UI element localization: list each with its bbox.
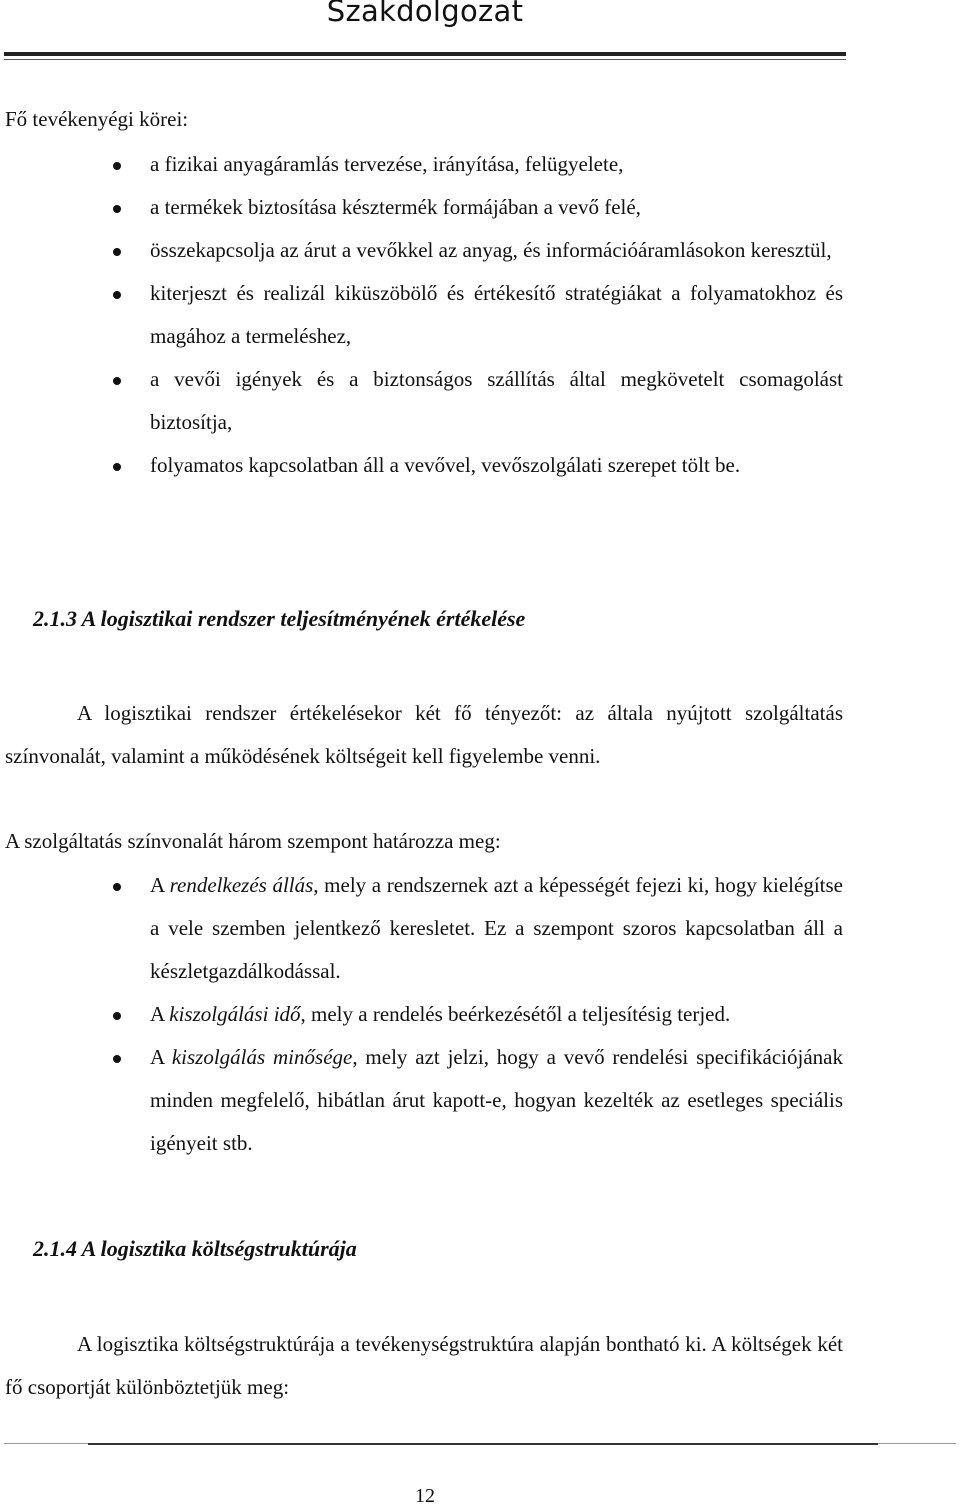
list-item-prefix: A xyxy=(150,1002,170,1026)
bullet-icon xyxy=(113,377,121,385)
list-item xyxy=(0,864,843,993)
list-item xyxy=(0,272,843,358)
list-item xyxy=(0,444,843,487)
list-item-text: kiterjeszt és realizál kiküszöbölő és értékesítő stratégiákat a folyamatokhoz és magához a termeléshez, xyxy=(150,281,843,348)
list-item xyxy=(0,358,843,444)
service-level-intro: A szolgáltatás színvonalát három szempont határozza meg: xyxy=(5,829,501,853)
list-item-emphasis: rendelkezés állás xyxy=(169,873,314,897)
list-item xyxy=(0,1036,843,1165)
activities-list xyxy=(0,143,843,487)
list-item xyxy=(0,993,843,1036)
footer-divider-bold xyxy=(88,1443,878,1445)
page-header-title: Szakdolgozat xyxy=(326,0,524,28)
bullet-icon xyxy=(113,248,121,256)
list-item xyxy=(0,229,843,272)
header-divider-thin xyxy=(4,59,846,60)
list-item xyxy=(0,186,843,229)
list-item-text: , mely azt jelzi, hogy a vevő rendelési specifikációjának minden megfelelő, hibátlan árut kapott-e, hogyan kezelték az esetleges speciális igényeit stb. xyxy=(150,1045,843,1155)
list-item-prefix: A xyxy=(150,1045,172,1069)
list-item-text: a vevői igények és a biztonságos szállítás által megkövetelt csomagolást biztosítja, xyxy=(150,367,843,434)
bullet-icon xyxy=(113,205,121,213)
bullet-icon xyxy=(113,883,121,891)
list-item-text: a fizikai anyagáramlás tervezése, irányítása, felügyelete, xyxy=(150,152,624,176)
list-item-text: a termékek biztosítása késztermék formájában a vevő felé, xyxy=(150,195,641,219)
list-item-prefix: A xyxy=(150,873,170,897)
bullet-icon xyxy=(113,162,121,170)
list-item xyxy=(0,143,843,186)
bullet-icon xyxy=(113,1012,121,1020)
activities-intro: Fő tevékenyégi körei: xyxy=(5,107,189,131)
section-2-1-3-paragraph: A logisztikai rendszer értékelésekor két fő tényezőt: az általa nyújtott szolgáltatás színvonalát, valamint a működésének költségeit kell figyelembe venni. xyxy=(5,701,843,768)
list-item-emphasis: kiszolgálási idő xyxy=(169,1002,301,1026)
bullet-icon xyxy=(113,1055,121,1063)
section-2-1-4-paragraph: A logisztika költségstruktúrája a tevékenységstruktúra alapján bontható ki. A költségek két fő csoportját különböztetjük meg: xyxy=(5,1332,843,1399)
list-item-text: , mely a rendelés beérkezésétől a teljesítésig terjed. xyxy=(300,1002,731,1026)
service-level-list xyxy=(0,864,843,1165)
bullet-icon xyxy=(113,463,121,471)
list-item-text: összekapcsolja az árut a vevőkkel az anyag, és információáramlásokon keresztül, xyxy=(150,238,832,262)
bullet-icon xyxy=(113,291,121,299)
header-divider xyxy=(4,52,846,56)
list-item-text: , mely a rendszernek azt a képességét fejezi ki, hogy kielégítse a vele szemben jelentkező keresletet. Ez a szempont szoros kapcsolatban áll a készletgazdálkodással. xyxy=(150,873,843,983)
page-number: 12 xyxy=(415,1485,435,1507)
list-item-text: folyamatos kapcsolatban áll a vevővel, vevőszolgálati szerepet tölt be. xyxy=(150,453,741,477)
list-item-emphasis: kiszolgálás minősége xyxy=(171,1045,353,1069)
section-heading-2-1-3: 2.1.3 A logisztikai rendszer teljesítményének értékelése xyxy=(33,606,526,631)
section-heading-2-1-4: 2.1.4 A logisztika költségstruktúrája xyxy=(33,1236,357,1261)
